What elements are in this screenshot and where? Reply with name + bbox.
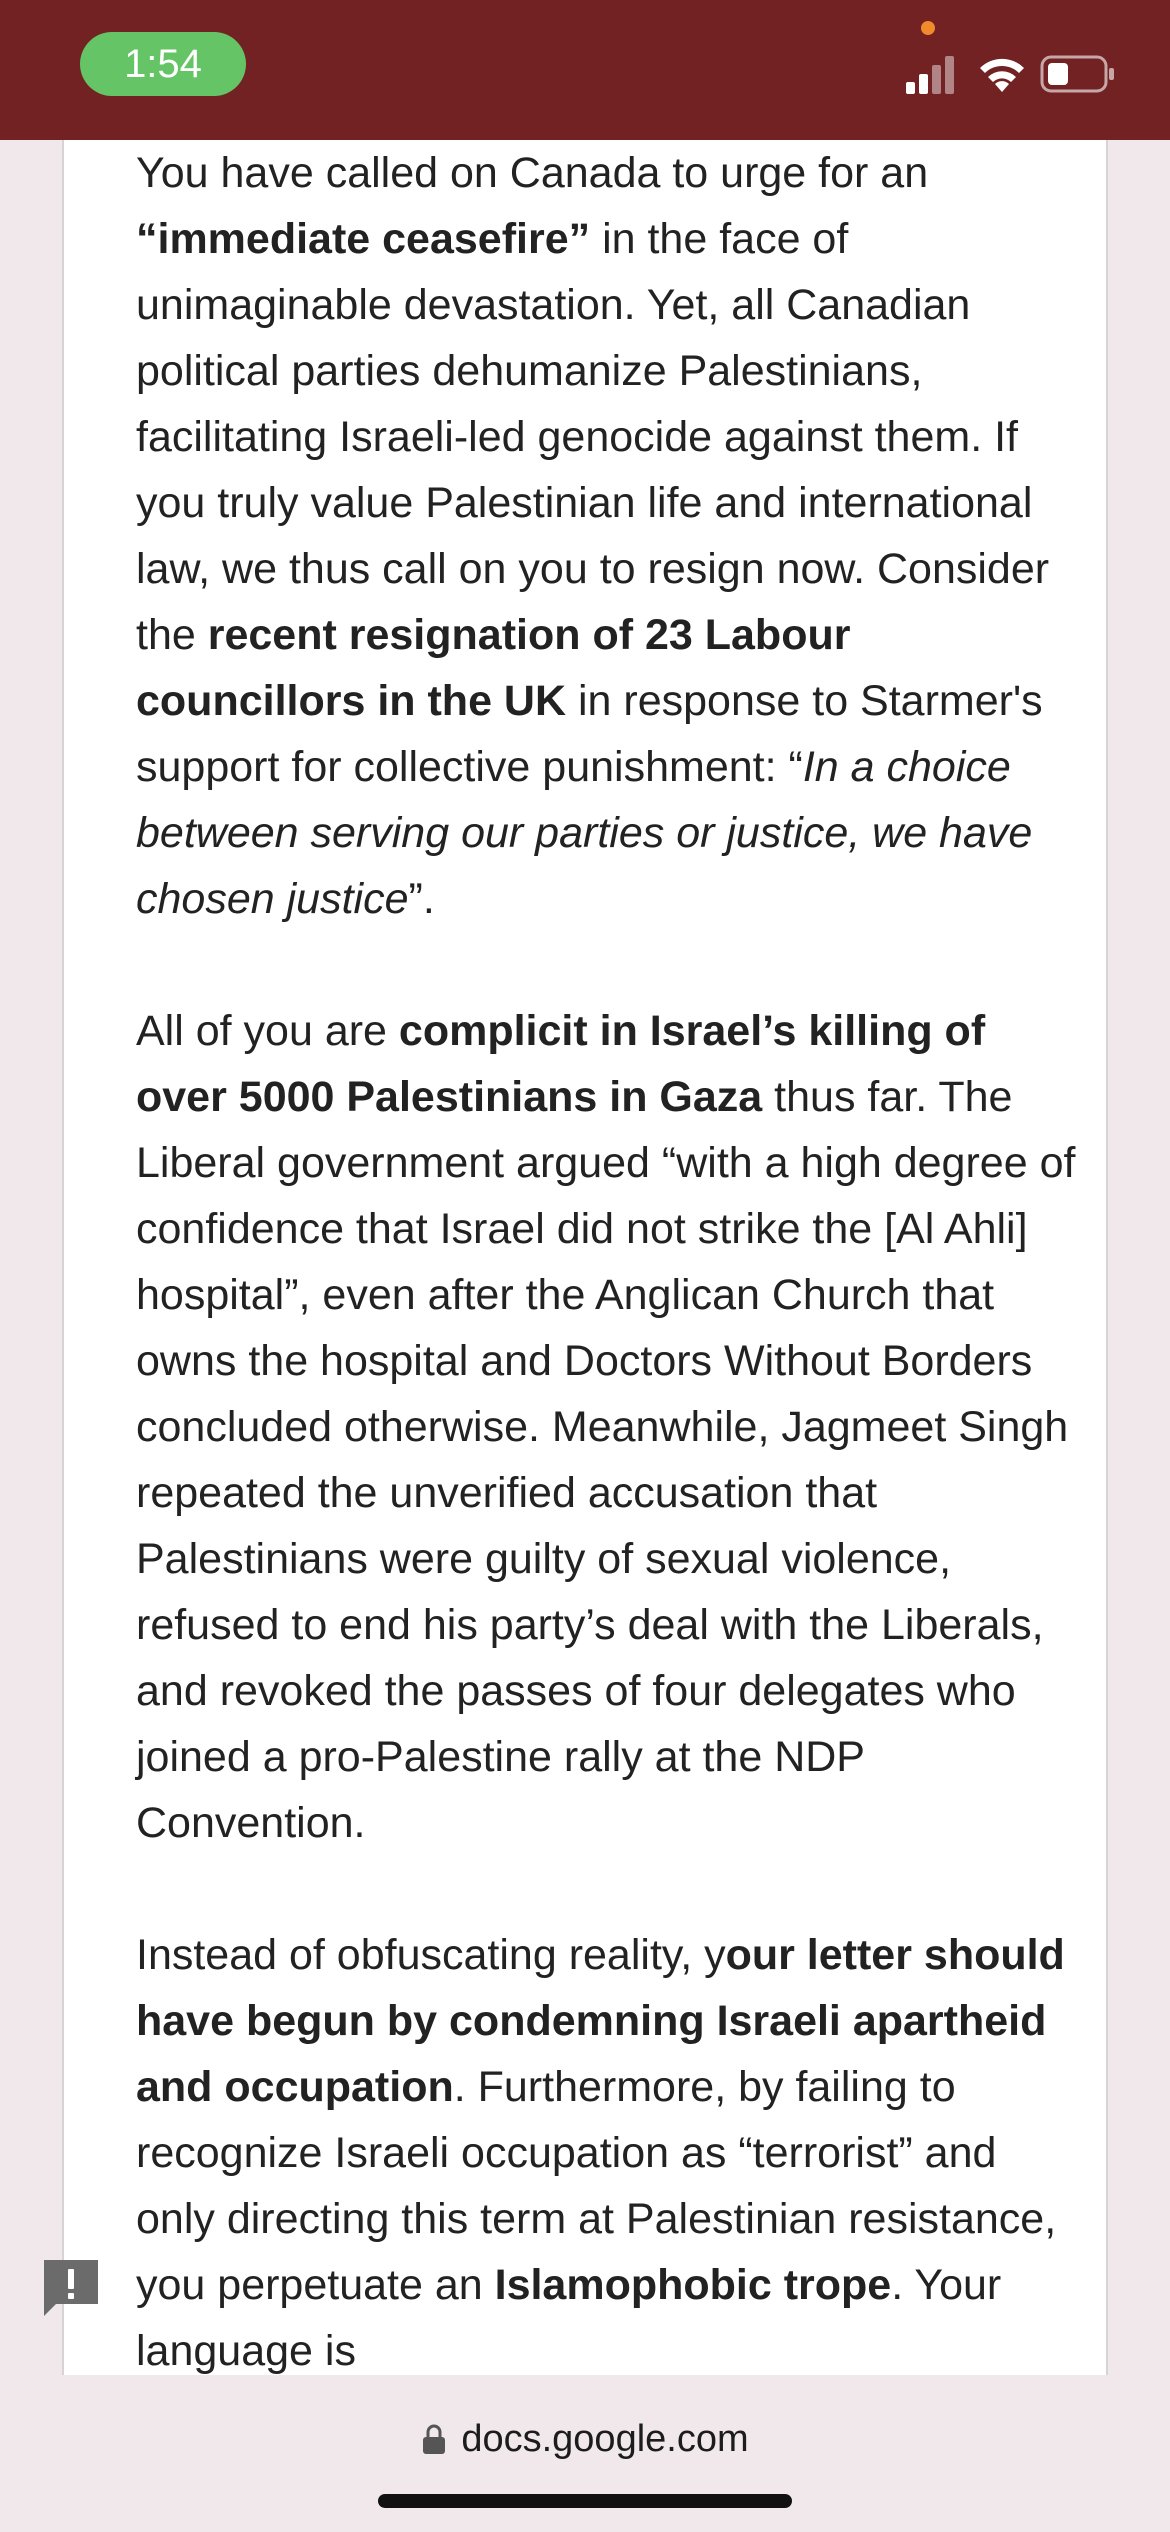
home-indicator[interactable] xyxy=(378,2494,792,2508)
browser-address-bar[interactable] xyxy=(0,2375,1170,2532)
paragraph-ceasefire xyxy=(136,140,1076,932)
text-run: You have called on Canada to urge for an xyxy=(136,149,929,197)
bold-text: “immediate ceasefire” xyxy=(136,215,591,263)
paragraph-letter xyxy=(136,1922,1076,2384)
bold-text: recent resignation of 23 Labour councillors in the UK xyxy=(136,611,851,725)
document-page xyxy=(62,140,1108,2375)
text-run: . Furthermore, by failing to recognize Israeli occupation as “terrorist” and only directing this term at Palestinian resistance, you perpetuate an xyxy=(136,2063,1057,2309)
battery-icon xyxy=(1040,54,1116,94)
status-time[interactable]: 1:54 xyxy=(80,32,246,96)
lock-icon xyxy=(421,2423,447,2455)
text-run: All of you are xyxy=(136,1007,399,1055)
feedback-icon[interactable] xyxy=(40,2256,102,2320)
bold-text: our letter should have begun by condemning Israeli apartheid and occupation xyxy=(136,1931,1065,2111)
text-run: Instead of obfuscating reality, y xyxy=(136,1931,726,1979)
wifi-icon xyxy=(976,52,1028,94)
signal-icon xyxy=(906,54,960,94)
url-display[interactable] xyxy=(0,2409,1170,2469)
status-bar xyxy=(0,0,1170,140)
bold-text: complicit in Israel’s killing of over 5000 Palestinians in Gaza xyxy=(136,1007,986,1121)
privacy-indicator-dot xyxy=(921,21,935,35)
text-run: . Your language is xyxy=(136,2261,1002,2375)
text-run: ”. xyxy=(408,875,435,923)
text-run: in the face of unimaginable devastation. Yet, all Canadian political parties dehumanize Palestinians, facilitating Israeli-led genocide against them. If you truly value Palestinian life and international law, we thus call on you to resign now. Consider the xyxy=(136,215,1050,659)
bold-text: Islamophobic trope xyxy=(494,2261,892,2309)
text-run: thus far. The Liberal government argued “with a high degree of confidence that Israel did not strike the [Al Ahli] hospital”, even after the Anglican Church that owns the hospital and Doctors Without Borders concluded otherwise. Meanwhile, Jagmeet Singh repeated the unverified accusation that Palestinians were guilty of sexual violence, refused to end his party’s deal with the Liberals, and revoked the passes of four delegates who joined a pro-Palestine rally at the NDP Convention. xyxy=(136,1073,1076,1847)
document-body xyxy=(136,140,1076,2450)
paragraph-complicit xyxy=(136,998,1076,1856)
italic-quote: In a choice between serving our parties or justice, we have chosen justice xyxy=(136,743,1033,923)
text-run: in response to Starmer's support for collective punishment: “ xyxy=(136,677,1043,791)
url-text[interactable]: docs.google.com xyxy=(461,2417,749,2460)
